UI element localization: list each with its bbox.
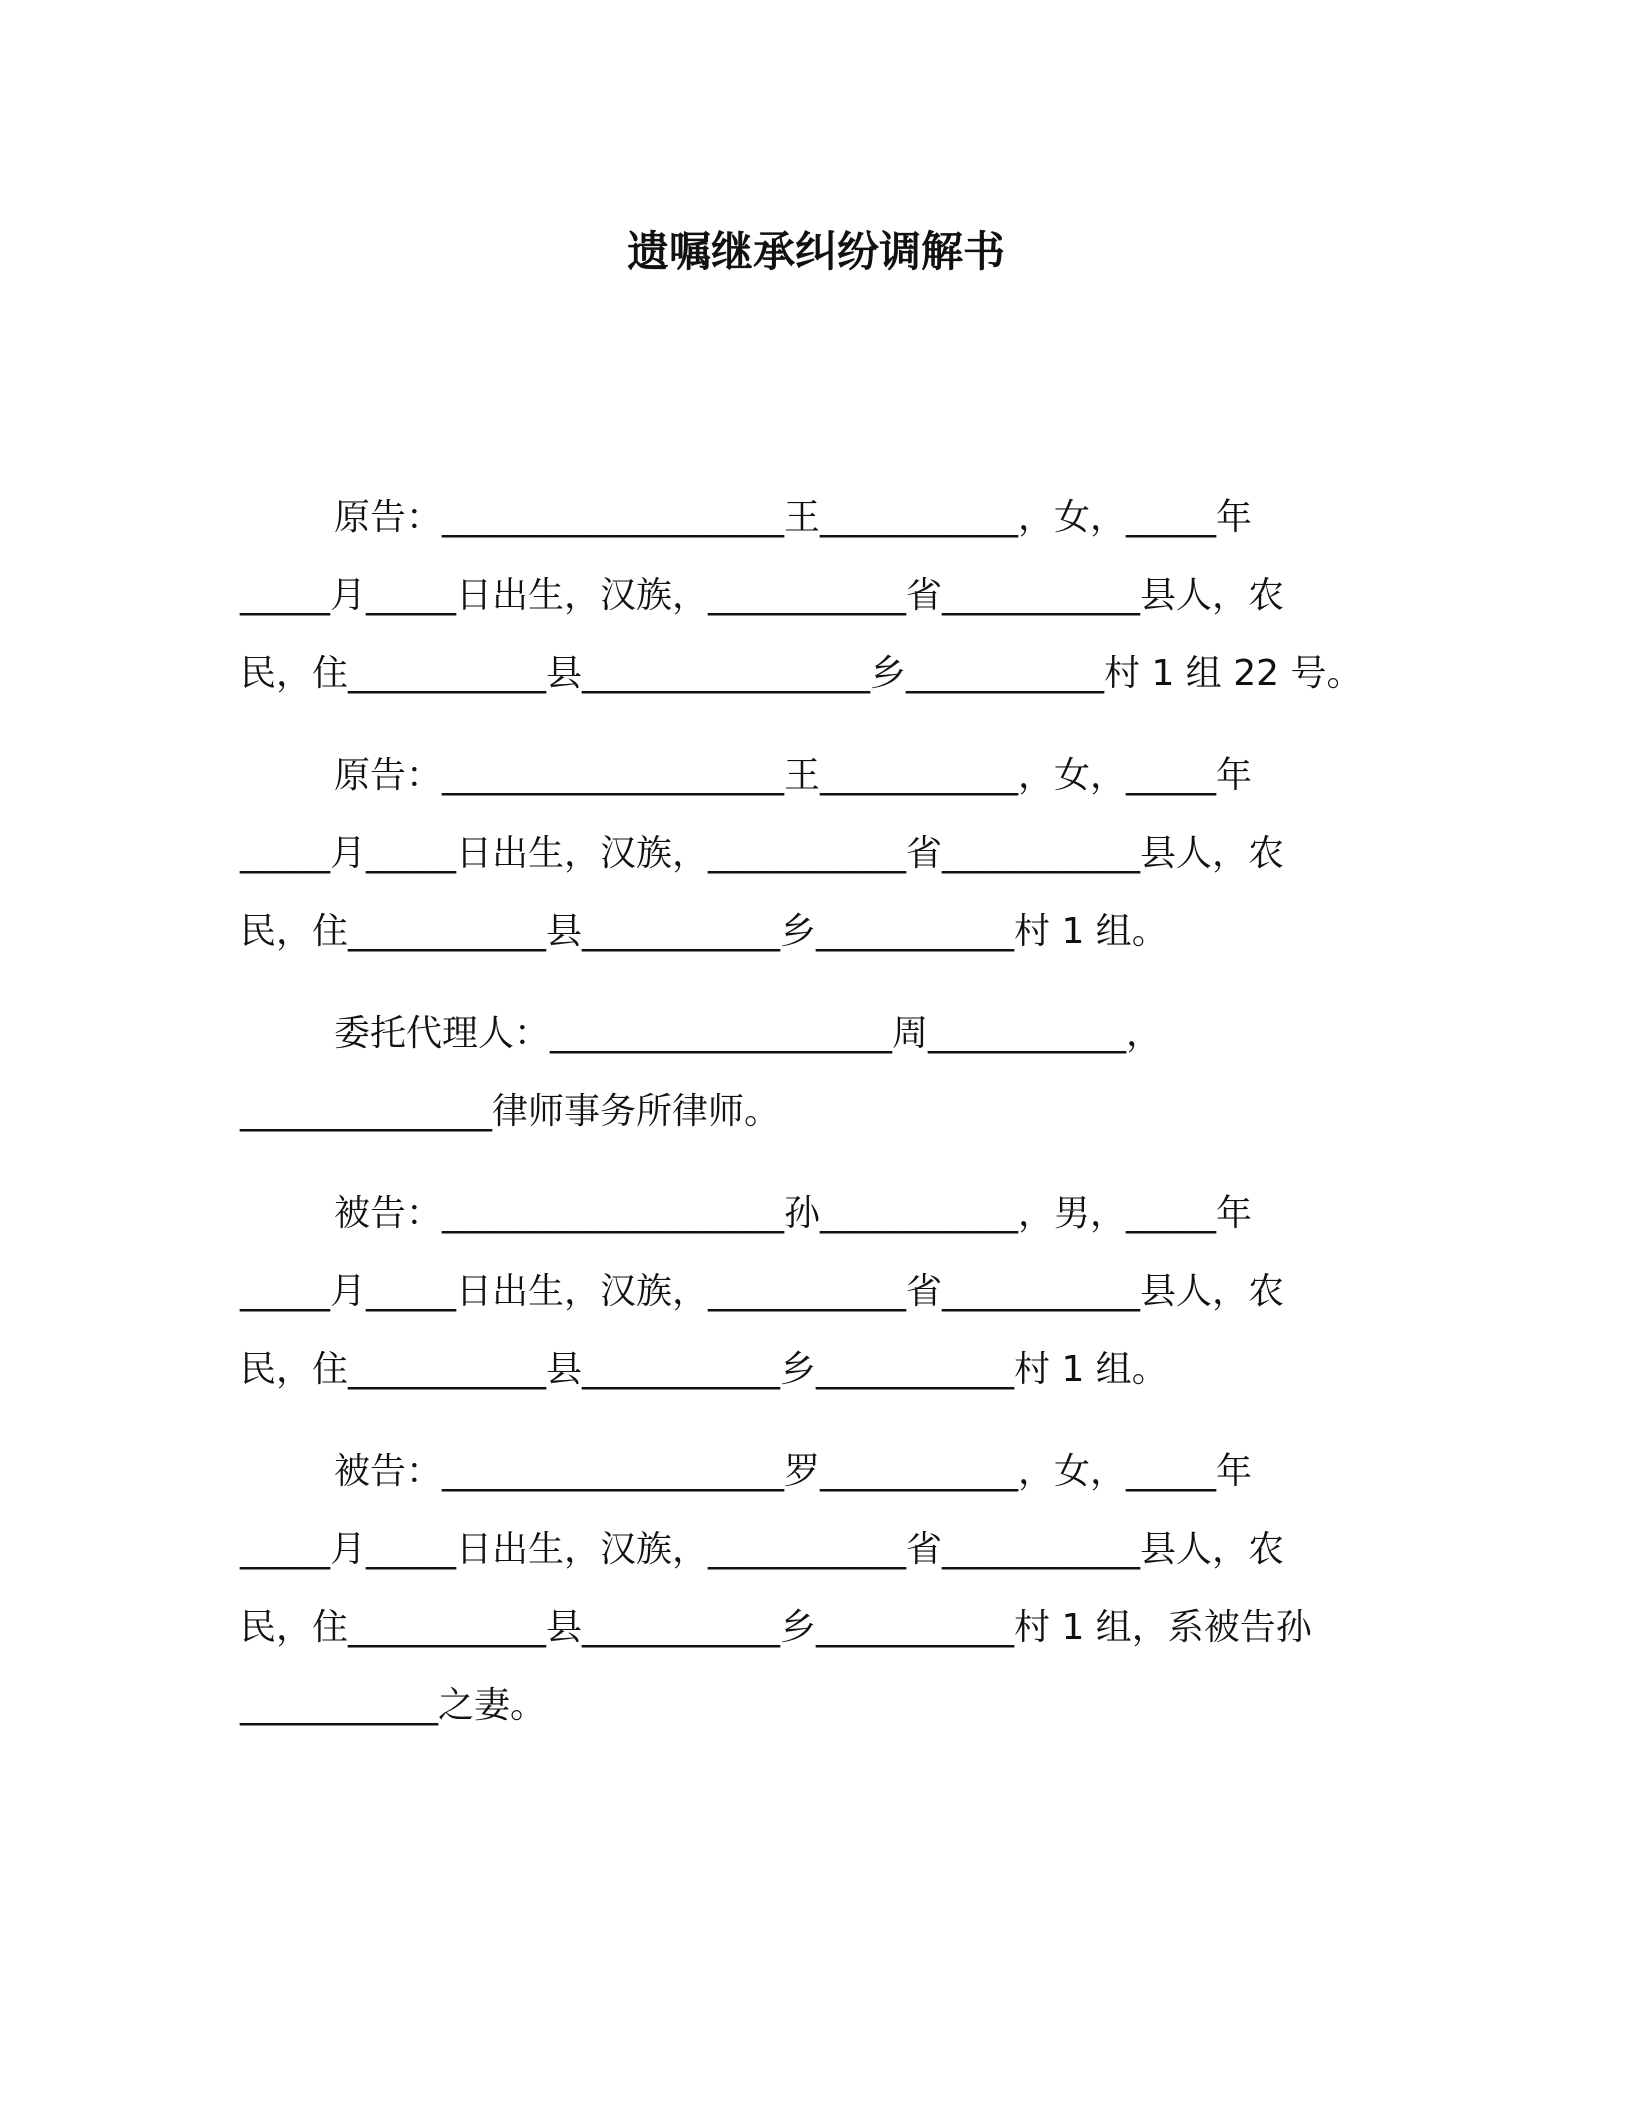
defendant-2-line-4: ___________之妻。 xyxy=(240,1685,547,1726)
plaintiff-2-line-3: 民，住___________县___________乡___________村 1 组。 xyxy=(240,911,1168,952)
plaintiff-1-line-3: 民，住___________县________________乡___________村 1 组 22 号。 xyxy=(240,653,1363,694)
defendant-1-line-3: 民，住___________县___________乡___________村 1 组。 xyxy=(240,1349,1168,1390)
plaintiff-2-line-1: 原告：___________________王___________，女，_____年 xyxy=(334,755,1253,796)
agent-line-2: ______________律师事务所律师。 xyxy=(240,1091,781,1132)
plaintiff-1-line-2: _____月_____日出生，汉族，___________省___________县人，农 xyxy=(240,575,1285,616)
plaintiff-2-line-2: _____月_____日出生，汉族，___________省___________县人，农 xyxy=(240,833,1285,874)
document-title: 遗嘱继承纠纷调解书 xyxy=(626,227,1005,276)
defendant-1-line-1: 被告：___________________孙___________，男，_____年 xyxy=(334,1193,1253,1234)
defendant-1-line-2: _____月_____日出生，汉族，___________省___________县人，农 xyxy=(240,1271,1285,1312)
defendant-2-line-3: 民，住___________县___________乡___________村 1 组，系被告孙 xyxy=(240,1607,1312,1648)
agent-line-1: 委托代理人：___________________周___________， xyxy=(334,1013,1163,1054)
defendant-2-line-2: _____月_____日出生，汉族，___________省___________县人，农 xyxy=(240,1529,1285,1570)
defendant-2-line-1: 被告：___________________罗___________，女，_____年 xyxy=(334,1451,1253,1492)
plaintiff-1-line-1: 原告：___________________王___________，女，_____年 xyxy=(334,497,1253,538)
